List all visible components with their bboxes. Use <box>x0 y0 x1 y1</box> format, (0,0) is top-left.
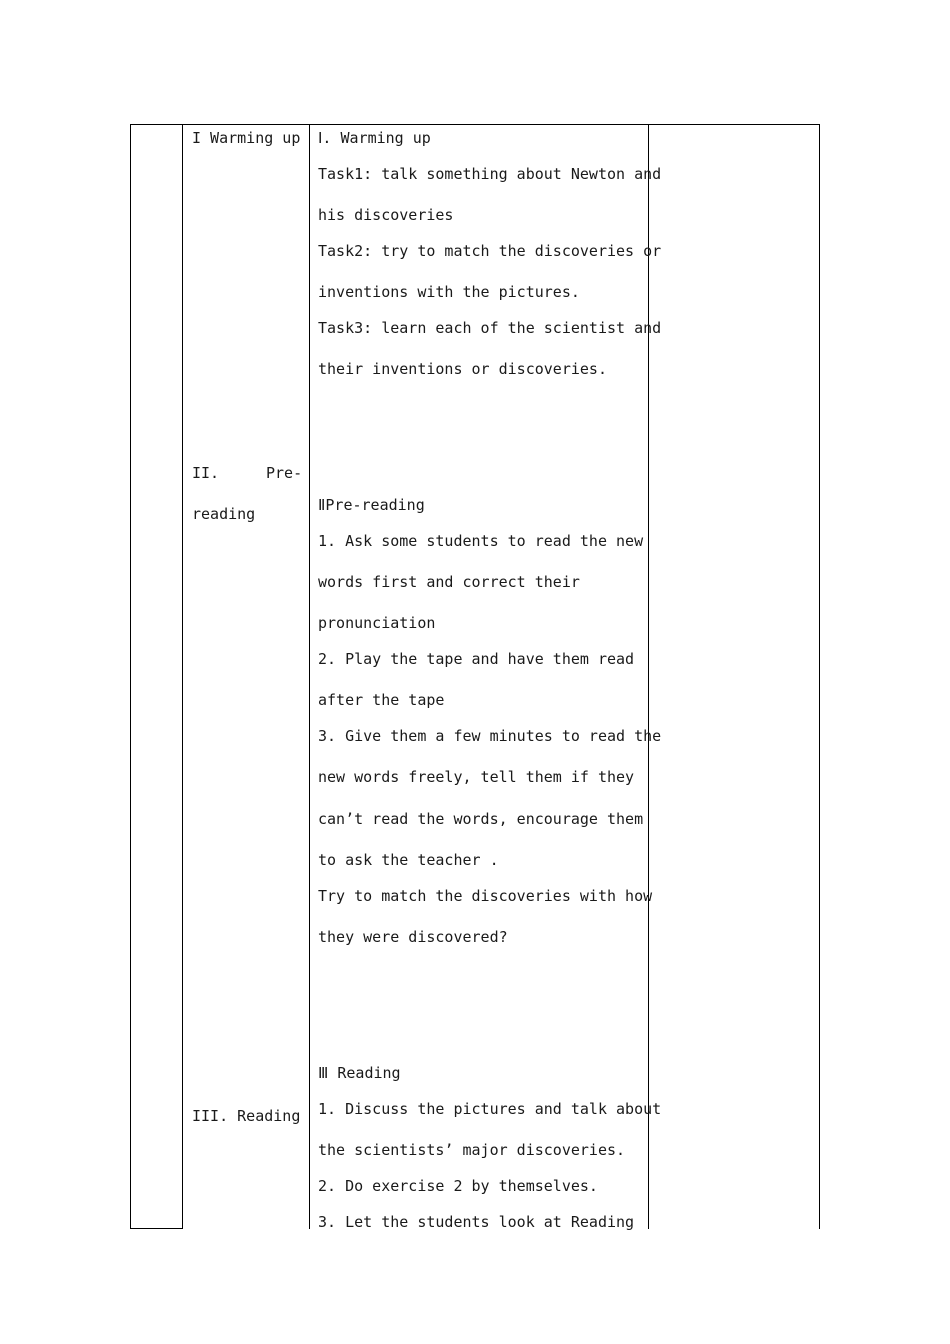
pre-reading-line: 3. Give them a few minutes to read the <box>318 727 662 745</box>
warming-line: Task1: talk something about Newton and <box>318 165 662 183</box>
stage-reading: III. Reading <box>192 1107 301 1125</box>
column-divider-2 <box>309 124 310 1229</box>
pre-reading-heading: ⅡPre-reading <box>318 496 425 514</box>
pre-reading-line: 2. Play the tape and have them read <box>318 650 635 668</box>
warming-line: Task2: try to match the discoveries or <box>318 242 662 260</box>
reading-heading: Ⅲ Reading <box>318 1064 401 1082</box>
warming-line: their inventions or discoveries. <box>318 360 607 378</box>
warming-heading: Ⅰ. Warming up <box>318 129 431 147</box>
stage-pre-reading-word1: Pre- <box>266 464 303 482</box>
stage-warming-up: I Warming up <box>192 129 301 147</box>
column-divider-3 <box>648 124 649 1229</box>
reading-line: 2. Do exercise 2 by themselves. <box>318 1177 598 1195</box>
reading-line: the scientists’ major discoveries. <box>318 1141 626 1159</box>
pre-reading-line: Try to match the discoveries with how <box>318 887 653 905</box>
pre-reading-line: after the tape <box>318 691 445 709</box>
first-column-bottom-border <box>130 1228 183 1229</box>
pre-reading-line: words first and correct their <box>318 573 580 591</box>
reading-line: 3. Let the students look at Reading <box>318 1213 635 1231</box>
pre-reading-line: 1. Ask some students to read the new <box>318 532 644 550</box>
stage-pre-reading-word2: reading <box>192 505 256 523</box>
pre-reading-line: to ask the teacher . <box>318 851 499 869</box>
table-right-border <box>819 124 820 1229</box>
warming-line: his discoveries <box>318 206 454 224</box>
pre-reading-line: new words freely, tell them if they <box>318 768 635 786</box>
warming-line: Task3: learn each of the scientist and <box>318 319 662 337</box>
column-divider-1 <box>182 124 183 1229</box>
table-top-border <box>130 124 820 125</box>
stage-pre-reading-number: II. <box>192 464 220 482</box>
pre-reading-line: pronunciation <box>318 614 436 632</box>
pre-reading-line: they were discovered? <box>318 928 508 946</box>
warming-line: inventions with the pictures. <box>318 283 580 301</box>
table-left-border <box>130 124 131 1229</box>
reading-line: 1. Discuss the pictures and talk about <box>318 1100 662 1118</box>
pre-reading-line: can’t read the words, encourage them <box>318 810 644 828</box>
